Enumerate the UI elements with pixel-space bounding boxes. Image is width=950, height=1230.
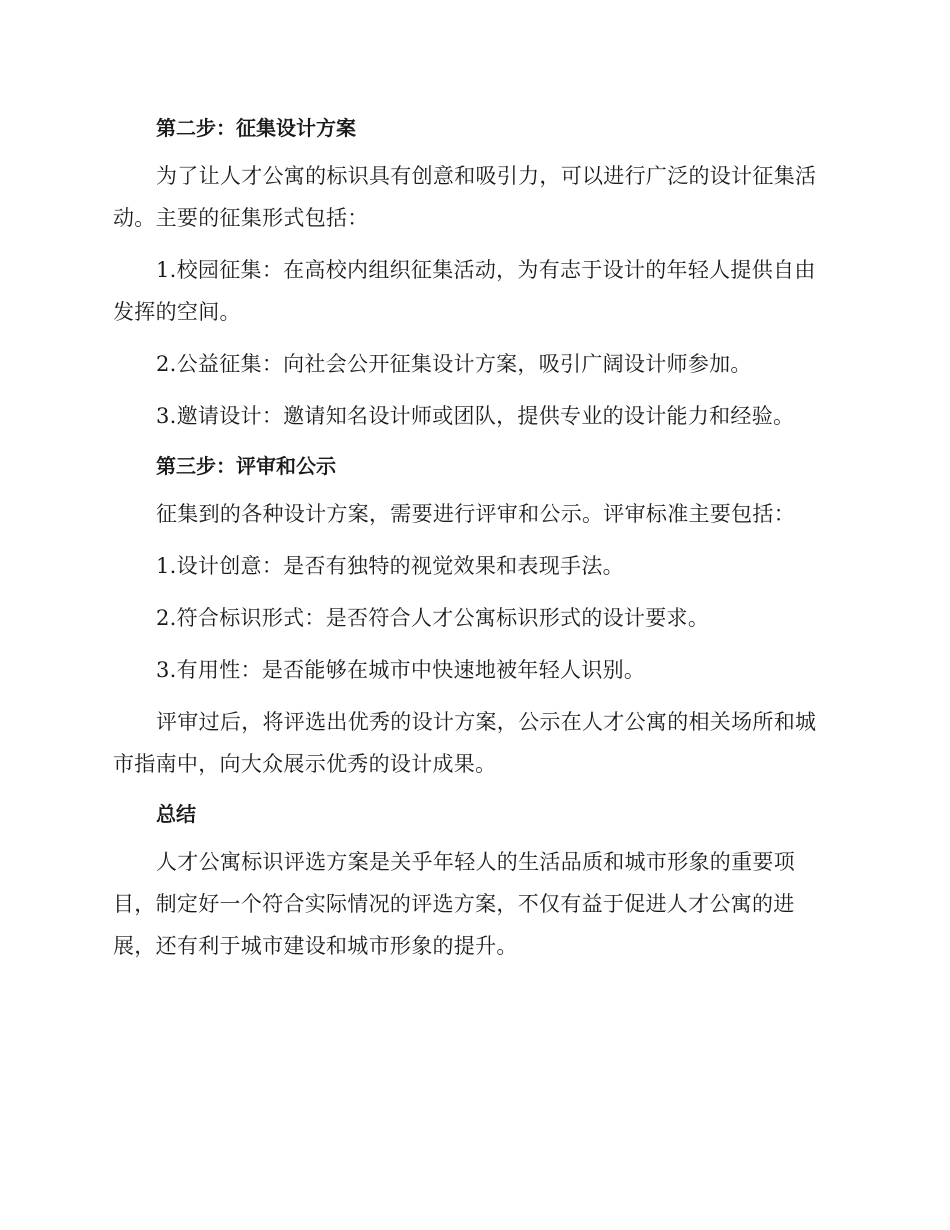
paragraph: 3.邀请设计：邀请知名设计师或团队，提供专业的设计能力和经验。 [156, 404, 795, 428]
paragraph: 1.设计创意：是否有独特的视觉效果和表现手法。 [156, 554, 624, 578]
section-summary [113, 799, 833, 967]
section-heading: 总结 [156, 802, 196, 826]
paragraph: 2.符合标识形式：是否符合人才公寓标识形式的设计要求。 [156, 606, 710, 630]
section-collect-designs [113, 113, 833, 437]
paragraph: 评审过后，将评选出优秀的设计方案，公示在人才公寓的相关场所和城市指南中，向大众展示优秀的设计成果。 [113, 710, 817, 776]
section-review-and-publicize [113, 451, 833, 785]
section-heading: 第三步：评审和公示 [156, 454, 336, 478]
section-heading: 第二步：征集设计方案 [156, 116, 356, 140]
document-page [113, 113, 833, 967]
paragraph: 征集到的各种设计方案，需要进行评审和公示。评审标准主要包括： [156, 502, 795, 526]
paragraph: 为了让人才公寓的标识具有创意和吸引力，可以进行广泛的设计征集活动。主要的征集形式包括： [113, 164, 817, 230]
paragraph: 2.公益征集：向社会公开征集设计方案，吸引广阔设计师参加。 [156, 352, 752, 376]
paragraph: 人才公寓标识评选方案是关乎年轻人的生活品质和城市形象的重要项目，制定好一个符合实际情况的评选方案，不仅有益于促进人才公寓的进展，还有利于城市建设和城市形象的提升。 [113, 850, 795, 958]
paragraph: 3.有用性：是否能够在城市中快速地被年轻人识别。 [156, 658, 646, 682]
paragraph: 1.校园征集：在高校内组织征集活动，为有志于设计的年轻人提供自由发挥的空间。 [113, 258, 816, 324]
